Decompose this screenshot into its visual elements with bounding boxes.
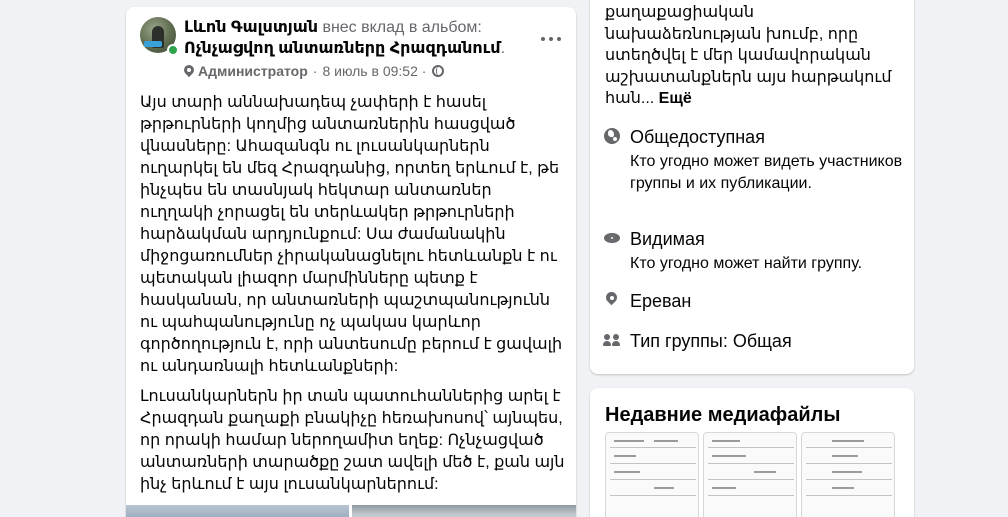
media-thumbnail[interactable] (605, 432, 699, 517)
thumb-text (832, 487, 854, 489)
thumb-text (712, 487, 736, 489)
recent-media-title: Недавние медиафайлы (605, 404, 841, 426)
post-action-text: внес вклад в альбом: (318, 19, 482, 36)
thumb-line (610, 463, 696, 464)
see-more-link[interactable]: Ещё (658, 90, 692, 107)
thumb-line (708, 463, 794, 464)
album-name-link[interactable]: Ոչնչացվող անտառները Հրազդանում (184, 40, 501, 57)
post-paragraph: Այս տարի աննախադեպ չափերի է հասել թրթուրների կողմից անտառներին հասցված վնասները: Ահազանգն ու լուսանկարներն ուղարկել են մեզ Հրազդանից, որտեղ երևում է, թե ինչպես են տասնյակ հեկտար անտառներ ուղղակի չորացել են տերևակեր թրթուրների հարձակման արդյունքում: Սա ժամանակին միջոցառումներ չիրականացնելու հետևանքն է ու պետական լիազոր մարմինները պետք է հասկանան, որ անտառների պաշտպանությունն ու պահպանությունը ոչ պակաս կարևոր գործողություն է, որի անտեսումը բերում է ցավալի ու անդառնալի հետևանքների: (140, 94, 563, 375)
thumb-line (806, 447, 892, 448)
post-card (126, 7, 576, 517)
recent-media-card (590, 388, 914, 517)
post-more-options-button[interactable] (538, 31, 564, 47)
eye-icon (604, 233, 620, 243)
globe-icon (432, 65, 444, 77)
thumb-line (708, 479, 794, 480)
post-body (140, 92, 568, 504)
thumb-text (654, 440, 678, 442)
thumb-text (614, 455, 636, 457)
author-name-link[interactable]: Լևոն Գալստյան (184, 19, 318, 36)
media-thumbnail[interactable] (703, 432, 797, 517)
album-line (184, 38, 564, 60)
thumb-line (806, 479, 892, 480)
thumb-line (708, 495, 794, 496)
post-header-line (184, 17, 564, 39)
visibility-description: Кто угодно может найти группу. (630, 255, 863, 272)
group-about-card (590, 0, 914, 374)
admin-badge-icon (184, 65, 194, 77)
thumb-text (832, 455, 858, 457)
privacy-description: Кто угодно может видеть участников группы и их публикации. (630, 153, 903, 192)
online-status-dot (167, 44, 179, 56)
dot-icon (541, 37, 545, 41)
globe-icon (604, 128, 620, 144)
people-icon (604, 332, 620, 348)
thumb-text (654, 487, 674, 489)
thumb-line (610, 479, 696, 480)
media-thumbnail[interactable] (801, 432, 895, 517)
post-photos (126, 505, 576, 517)
post-photo[interactable] (352, 505, 576, 517)
dot-icon (549, 37, 553, 41)
group-description (605, 2, 905, 110)
thumb-line (610, 495, 696, 496)
thumb-text (712, 455, 746, 457)
location-title[interactable]: Ереван (630, 291, 692, 311)
visibility-title: Видимая (630, 229, 705, 249)
post-header (140, 17, 560, 81)
thumb-text (614, 440, 644, 442)
thumb-text (712, 440, 740, 442)
post-paragraph: Լուսանկարներն իր տան պատուհաններից արել է Հրազդան քաղաքի բնակիչը հեռախոսով՝ այնպես, որ որակի համար ներողամիտ եղեք: Ոչնչացված անտառների տարածքը շատ ավելի մեծ է, քան այն ինչ երևում է այս լուսանկարներում: (140, 388, 565, 493)
thumb-line (806, 463, 892, 464)
post-photo[interactable] (126, 505, 349, 517)
location-pin-icon (604, 292, 620, 308)
privacy-title: Общедоступная (630, 127, 765, 147)
post-timestamp-link[interactable]: 8 июль в 09:52 · (322, 63, 427, 79)
thumb-line (708, 447, 794, 448)
thumb-text (614, 471, 640, 473)
author-role: Администратор (198, 63, 308, 79)
thumb-line (610, 447, 696, 448)
group-type-title: Тип группы: Общая (630, 331, 792, 351)
thumb-text (754, 471, 776, 473)
meta-separator: · (312, 63, 318, 79)
post-meta (184, 62, 444, 80)
thumb-line (806, 495, 892, 496)
thumb-text (832, 471, 862, 473)
dot-icon (557, 37, 561, 41)
thumb-text (832, 440, 864, 442)
album-trail: . (500, 40, 506, 57)
avatar-tag (144, 41, 162, 47)
group-description-text: քաղաքացիական նախաձեռնության խումբ, որը ստեղծվել է մեր կամավորական աշխատանքներն այս հարթակում հան... (605, 4, 892, 107)
